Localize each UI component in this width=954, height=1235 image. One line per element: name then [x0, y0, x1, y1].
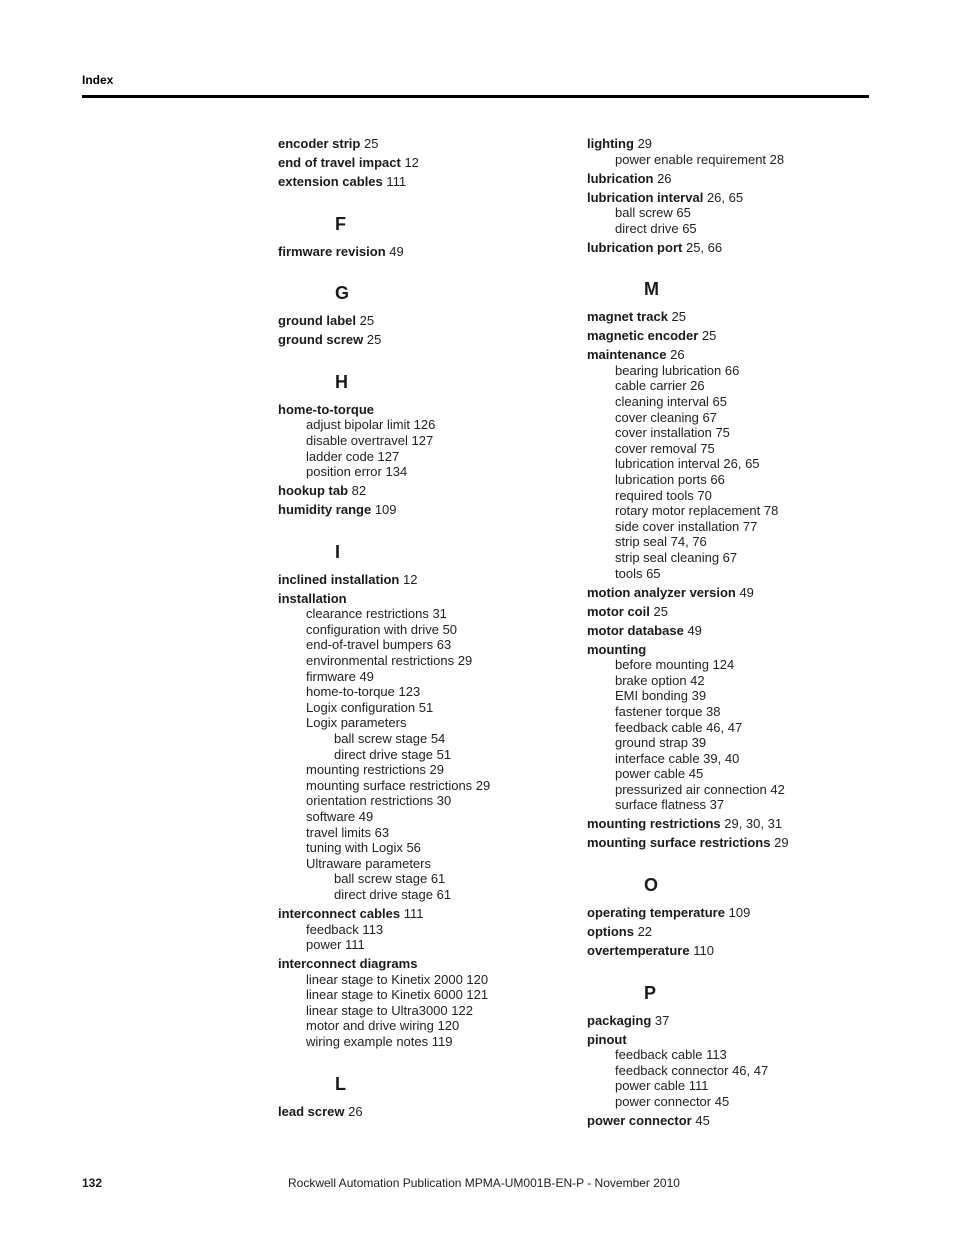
- index-subentry: cleaning interval 65: [615, 394, 728, 410]
- index-page-refs: 26, 65: [706, 189, 744, 205]
- index-page-refs: 26: [348, 1103, 363, 1119]
- page-number: 132: [82, 1176, 103, 1190]
- index-letter-heading: L: [335, 1073, 346, 1094]
- index-subentry: rotary motor replacement 78: [615, 503, 779, 519]
- index-entry: [278, 906, 558, 953]
- index-subentry: required tools 70: [615, 487, 712, 503]
- publication-info: Rockwell Automation Publication MPMA-UM001B-EN-P - November 2010: [288, 1176, 680, 1190]
- index-entry: [587, 816, 867, 832]
- index-term: firmware revision: [278, 243, 386, 259]
- index-subentry: motor and drive wiring 120: [306, 1018, 460, 1034]
- index-page-refs: 25: [671, 309, 687, 325]
- index-term: packaging: [587, 1012, 652, 1028]
- index-page-refs: 49: [687, 622, 702, 638]
- index-letter-heading: F: [335, 213, 346, 234]
- index-subentry: tuning with Logix 56: [306, 840, 421, 856]
- index-entry: [587, 190, 867, 237]
- index-page-refs: 109: [374, 502, 397, 518]
- index-entry: [278, 136, 558, 152]
- index-subentry: cover installation 75: [615, 425, 730, 441]
- index-subentry: cover cleaning 67: [615, 409, 717, 425]
- index-subentry: wiring example notes 119: [306, 1034, 453, 1050]
- index-subentry: strip seal cleaning 67: [615, 550, 738, 566]
- index-subentry: environmental restrictions 29: [306, 653, 473, 669]
- index-page-refs: 12: [402, 571, 418, 587]
- index-subentry: power cable 45: [615, 766, 704, 782]
- index-entry: [587, 924, 867, 940]
- index-entry: [587, 835, 867, 851]
- index-term: maintenance: [587, 347, 667, 363]
- index-term: magnet track: [587, 309, 668, 325]
- index-subentry: lubrication interval 26, 65: [615, 456, 760, 472]
- index-page-refs: 29: [774, 835, 789, 851]
- index-subentry: disable overtravel 127: [306, 432, 434, 448]
- index-term: lubrication port: [587, 239, 683, 255]
- index-subentry: adjust bipolar limit 126: [306, 417, 436, 433]
- index-entry: [278, 402, 558, 480]
- index-entry: [278, 1104, 558, 1120]
- index-subentry: power connector 45: [615, 1093, 730, 1109]
- index-page-refs: 22: [637, 924, 653, 940]
- index-subsubentry: ball screw stage 54: [334, 731, 446, 746]
- index-subentry: power 111: [306, 937, 365, 953]
- index-subentry: power cable 111: [615, 1078, 709, 1094]
- index-subentry: lubrication ports 66: [615, 472, 725, 488]
- index-subentry: mounting surface restrictions 29: [306, 777, 491, 793]
- index-subentry: home-to-torque 123: [306, 684, 421, 700]
- index-term: options: [587, 924, 634, 940]
- index-page-refs: 25: [363, 136, 379, 151]
- index-subentry: ground strap 39: [615, 735, 707, 751]
- index-letter-heading: O: [644, 875, 659, 896]
- index-term: interconnect cables: [278, 905, 401, 921]
- index-letter-heading: P: [644, 982, 657, 1003]
- index-entry: [587, 642, 867, 814]
- index-subentry: direct drive 65: [615, 220, 697, 236]
- index-column-right: [587, 136, 867, 1132]
- index-term: overtemperature: [587, 943, 690, 959]
- index-page-refs: 25: [359, 313, 375, 329]
- index-term: lubrication: [587, 170, 654, 186]
- index-page-refs: 25, 66: [685, 239, 723, 255]
- index-page-refs: 109: [728, 905, 751, 921]
- index-page-refs: 29, 30, 31: [724, 816, 783, 832]
- index-subentry: Ultraware parameters: [306, 855, 431, 871]
- index-entry: [278, 502, 558, 518]
- index-term: lead screw: [278, 1103, 345, 1119]
- index-subentry: EMI bonding 39: [615, 688, 707, 704]
- index-subentry: surface flatness 37: [615, 797, 725, 813]
- index-term: motor database: [587, 622, 684, 638]
- index-subentry: feedback connector 46, 47: [615, 1062, 769, 1078]
- index-subentry: brake option 42: [615, 672, 705, 688]
- index-term: interconnect diagrams: [278, 956, 418, 972]
- index-entry: [587, 1032, 867, 1110]
- index-page-refs: 82: [351, 483, 367, 499]
- index-subentry: strip seal 74, 76: [615, 534, 707, 550]
- index-entry: [587, 623, 867, 639]
- index-subentry: mounting restrictions 29: [306, 762, 445, 778]
- index-term: end of travel impact: [278, 154, 401, 170]
- index-term: encoder strip: [278, 136, 361, 151]
- index-subentry: Logix parameters: [306, 715, 407, 731]
- index-subsubentry: ball screw stage 61: [334, 871, 446, 887]
- index-term: mounting: [587, 641, 647, 657]
- index-entry: [278, 956, 558, 1050]
- index-subentry: position error 134: [306, 464, 408, 480]
- index-page-refs: 49: [389, 243, 404, 259]
- index-entry: [587, 240, 867, 256]
- index-term: ground label: [278, 313, 356, 329]
- index-term: operating temperature: [587, 905, 725, 921]
- index-letter-heading: M: [644, 279, 659, 300]
- index-subentry: bearing lubrication 66: [615, 362, 740, 378]
- index-subentry: before mounting 124: [615, 657, 735, 673]
- index-term: extension cables: [278, 173, 383, 189]
- index-subentry: cable carrier 26: [615, 378, 705, 394]
- index-page-refs: 111: [386, 173, 407, 189]
- index-subentry: software 49: [306, 808, 374, 824]
- index-term: home-to-torque: [278, 401, 375, 417]
- index-subentry: interface cable 39, 40: [615, 750, 740, 766]
- index-page-refs: 25: [366, 332, 382, 348]
- index-term: motion analyzer version: [587, 584, 736, 600]
- index-entry: [278, 483, 558, 499]
- index-entry: [587, 171, 867, 187]
- index-subentry: firmware 49: [306, 668, 374, 684]
- index-page-refs: 25: [701, 328, 717, 344]
- index-term: mounting surface restrictions: [587, 835, 771, 851]
- index-term: lighting: [587, 136, 634, 151]
- index-subentry: feedback 113: [306, 921, 384, 937]
- index-letter-heading: I: [335, 541, 341, 562]
- index-subentry: clearance restrictions 31: [306, 606, 447, 622]
- index-term: inclined installation: [278, 571, 400, 587]
- index-entry: [587, 309, 867, 325]
- index-entry: [278, 332, 558, 348]
- index-subentry: Logix configuration 51: [306, 699, 434, 715]
- index-entry: [587, 347, 867, 581]
- index-term: installation: [278, 590, 347, 606]
- index-term: lubrication interval: [587, 189, 704, 205]
- index-entry: [587, 943, 867, 959]
- index-page-refs: 45: [695, 1112, 710, 1128]
- running-header: Index: [82, 73, 114, 87]
- index-page-refs: 49: [739, 584, 754, 600]
- index-subentry: configuration with drive 50: [306, 621, 458, 637]
- index-entry: [278, 572, 558, 588]
- index-subsubentry: direct drive stage 51: [334, 746, 452, 762]
- index-letter-heading: G: [335, 283, 350, 304]
- index-subentry: side cover installation 77: [615, 518, 758, 534]
- index-column-left: [278, 136, 558, 1123]
- index-subentry: travel limits 63: [306, 824, 390, 840]
- index-subentry: linear stage to Ultra3000 122: [306, 1002, 473, 1018]
- index-entry: [587, 328, 867, 344]
- index-entry: [587, 1113, 867, 1129]
- index-entry: [278, 244, 558, 260]
- index-entry: [278, 155, 558, 171]
- index-page-refs: 111: [403, 905, 424, 921]
- index-subentry: linear stage to Kinetix 6000 121: [306, 987, 489, 1003]
- index-subentry: orientation restrictions 30: [306, 793, 452, 809]
- index-entry: [587, 585, 867, 601]
- index-entry: [587, 136, 867, 167]
- index-term: pinout: [587, 1031, 627, 1047]
- index-page-refs: 25: [653, 603, 668, 619]
- index-entry: [587, 604, 867, 620]
- index-subentry: tools 65: [615, 565, 661, 581]
- index-term: ground screw: [278, 332, 364, 348]
- index-entry: [278, 313, 558, 329]
- index-subentry: cover removal 75: [615, 440, 715, 456]
- index-subentry: linear stage to Kinetix 2000 120: [306, 971, 489, 987]
- index-page-refs: 12: [404, 154, 419, 170]
- index-page-refs: 26: [657, 170, 672, 186]
- index-subsubentry: direct drive stage 61: [334, 886, 452, 902]
- index-entry: [587, 1013, 867, 1029]
- header-rule: [82, 95, 869, 98]
- index-subentry: pressurized air connection 42: [615, 781, 785, 797]
- index-subentry: power enable requirement 28: [615, 151, 785, 167]
- index-term: power connector: [587, 1112, 692, 1128]
- index-page-refs: 29: [637, 136, 653, 151]
- index-term: humidity range: [278, 502, 372, 518]
- index-page-refs: 26: [670, 347, 685, 363]
- index-entry: [587, 905, 867, 921]
- index-entry: [278, 174, 558, 190]
- index-page-refs: 110: [693, 943, 714, 959]
- index-term: motor coil: [587, 603, 650, 619]
- index-page-refs: 37: [654, 1012, 670, 1028]
- index-subentry: end-of-travel bumpers 63: [306, 637, 452, 653]
- index-subentry: ball screw 65: [615, 205, 691, 221]
- index-entry: [278, 591, 558, 903]
- index-subentry: fastener torque 38: [615, 703, 721, 719]
- index-term: magnetic encoder: [587, 328, 699, 344]
- index-term: mounting restrictions: [587, 816, 721, 832]
- index-letter-heading: H: [335, 371, 348, 392]
- index-subentry: feedback cable 46, 47: [615, 719, 743, 735]
- index-subentry: ladder code 127: [306, 448, 400, 464]
- index-subentry: feedback cable 113: [615, 1047, 727, 1063]
- index-term: hookup tab: [278, 483, 349, 499]
